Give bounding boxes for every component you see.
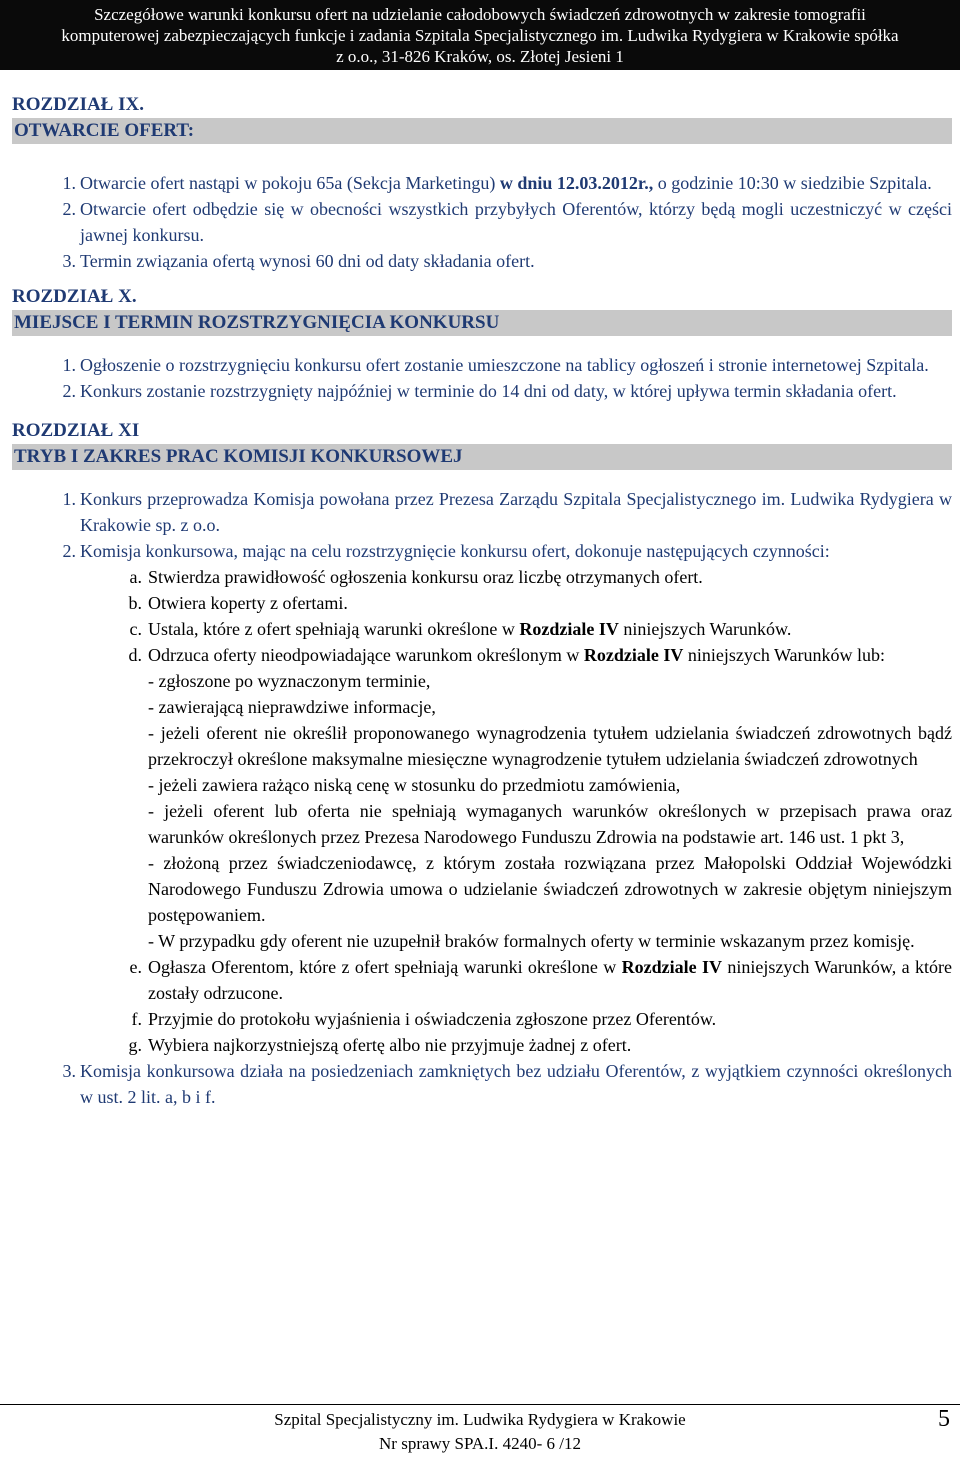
footer-case-number: Nr sprawy SPA.I. 4240- 6 /12 bbox=[379, 1434, 581, 1453]
chapter-10-item-1 bbox=[12, 352, 952, 378]
chapter-9-item-2 bbox=[12, 196, 952, 248]
sub-text-part: niniejszych Warunków. bbox=[618, 619, 792, 639]
chapter-11-label: ROZDZIAŁ XI bbox=[12, 420, 140, 441]
chapter-9-item-3 bbox=[12, 248, 952, 274]
chapter-10-item-2 bbox=[12, 378, 952, 404]
sub-item-c bbox=[12, 616, 952, 642]
chapter-10 bbox=[12, 284, 952, 404]
sub-text-part: niniejszych Warunków, a które zostały odrzucone. bbox=[148, 957, 952, 1003]
header-line-1: Szczegółowe warunki konkursu ofert na udzielanie całodobowych świadczeń zdrowotnych w zakresie tomografii bbox=[94, 5, 866, 24]
chapter-11 bbox=[12, 418, 952, 470]
sub-text-part: Ustala, które z ofert spełniają warunki określone w bbox=[148, 619, 520, 639]
chapter-10-title: MIEJSCE I TERMIN ROZSTRZYGNIĘCIA KONKURSU bbox=[12, 310, 952, 336]
sub-letter: g. bbox=[128, 1035, 142, 1055]
item-number: 3. bbox=[62, 251, 76, 271]
chapter-11-item-1 bbox=[12, 486, 952, 538]
item-number: 2. bbox=[62, 381, 76, 401]
sub-letter: f. bbox=[131, 1009, 142, 1029]
chapter-11-item-3 bbox=[12, 1058, 952, 1110]
sub-item-a bbox=[12, 564, 952, 590]
footer-hospital-name: Szpital Specjalistyczny im. Ludwika Rydygiera w Krakowie bbox=[274, 1410, 686, 1429]
item-text-part: Otwarcie ofert nastąpi w pokoju 65a (Sekcja Marketingu) bbox=[80, 173, 500, 193]
item-text: Komisja konkursowa działa na posiedzeniach zamkniętych bez udziału Oferentów, z wyjątkiem czynności określonych w ust. 2 lit. a, b i f. bbox=[80, 1061, 952, 1107]
dash-item: - jeżeli oferent lub oferta nie spełniają wymaganych warunków określonych w przepisach prawa oraz warunków określonych przez Prezesa Narodowego Funduszu Zdrowia na podstawie art. 146 ust. 1 pkt 3, bbox=[148, 801, 952, 847]
sub-item-d bbox=[12, 642, 952, 668]
sub-text bbox=[148, 642, 952, 668]
chapter-9 bbox=[12, 92, 952, 274]
page-number: 5 bbox=[938, 1406, 950, 1432]
dash-item: - zgłoszone po wyznaczonym terminie, bbox=[148, 671, 431, 691]
header-line-3: z o.o., 31-826 Kraków, os. Złotej Jesieni 1 bbox=[336, 47, 624, 66]
dash-item: - W przypadku gdy oferent nie uzupełnił braków formalnych oferty w terminie wskazanym przez komisję. bbox=[148, 931, 915, 951]
sub-text-part: Odrzuca oferty nieodpowiadające warunkom określonym w bbox=[148, 645, 584, 665]
sub-letter: e. bbox=[129, 957, 142, 977]
sub-text-part: niniejszych Warunków lub: bbox=[683, 645, 886, 665]
dash-item: - jeżeli oferent nie określił proponowanego wynagrodzenia tytułem udzielania świadczeń zdrowotnych bądź przekroczył określone maksymalne miesięczne wynagrodzenie tytułem udzielania świadczeń zdrowotnych bbox=[148, 723, 952, 769]
sub-text: Otwiera koperty z ofertami. bbox=[148, 593, 348, 613]
document-footer bbox=[0, 1404, 960, 1459]
chapter-9-label: ROZDZIAŁ IX. bbox=[12, 94, 144, 115]
document-header bbox=[0, 0, 960, 70]
item-text: Ogłoszenie o rozstrzygnięciu konkursu ofert zostanie umieszczone na tablicy ogłoszeń i stronie internetowej Szpitala. bbox=[80, 355, 929, 375]
sub-item-b bbox=[12, 590, 952, 616]
item-text: Konkurs zostanie rozstrzygnięty najpóźniej w terminie do 14 dni od daty, w której upływa termin składania ofert. bbox=[80, 381, 897, 401]
sub-letter: d. bbox=[128, 645, 142, 665]
sub-letter: c. bbox=[129, 619, 142, 639]
item-text: Konkurs przeprowadza Komisja powołana przez Prezesa Zarządu Szpitala Specjalistycznego im. Ludwika Rydygiera w Krakowie sp. z o.o. bbox=[80, 489, 952, 535]
chapter-reference: Rozdziale IV bbox=[519, 619, 619, 639]
item-date-bold: w dniu 12.03.2012r., bbox=[499, 173, 654, 193]
sub-text-part: Ogłasza Oferentom, które z ofert spełniają warunki określone w bbox=[148, 957, 622, 977]
item-text-part: o godzinie 10:30 w siedzibie Szpitala. bbox=[653, 173, 932, 193]
item-number: 3. bbox=[62, 1061, 76, 1081]
item-text: Termin związania ofertą wynosi 60 dni od daty składania ofert. bbox=[80, 251, 535, 271]
sub-letter: a. bbox=[129, 567, 142, 587]
item-text: Otwarcie ofert odbędzie się w obecności wszystkich przybyłych Oferentów, którzy będą mogli uczestniczyć w części jawnej konkursu. bbox=[80, 199, 952, 245]
chapter-10-label: ROZDZIAŁ X. bbox=[12, 286, 137, 307]
item-number: 1. bbox=[62, 355, 76, 375]
header-line-2: komputerowej zabezpieczających funkcje i zadania Szpitala Specjalistycznego im. Ludwika Rydygiera w Krakowie spółka bbox=[61, 26, 899, 45]
chapter-reference: Rozdziale IV bbox=[621, 957, 723, 977]
item-text: Komisja konkursowa, mając na celu rozstrzygnięcie konkursu ofert, dokonuje następujących czynności: bbox=[80, 541, 830, 561]
sub-text bbox=[148, 954, 952, 1006]
chapter-11-item-2 bbox=[12, 538, 952, 564]
item-number: 1. bbox=[62, 173, 76, 193]
document-body bbox=[12, 92, 952, 1110]
sub-letter: b. bbox=[128, 593, 142, 613]
item-number: 2. bbox=[62, 541, 76, 561]
sub-item-f bbox=[12, 1006, 952, 1032]
chapter-9-item-1 bbox=[12, 170, 952, 196]
sub-item-e bbox=[12, 954, 952, 1006]
sub-text: Stwierdza prawidłowość ogłoszenia konkursu oraz liczbę otrzymanych ofert. bbox=[148, 567, 703, 587]
item-text bbox=[80, 170, 952, 196]
chapter-reference: Rozdziale IV bbox=[583, 645, 684, 665]
chapter-9-title: OTWARCIE OFERT: bbox=[12, 118, 952, 144]
sub-text: Wybiera najkorzystniejszą ofertę albo nie przyjmuje żadnej z ofert. bbox=[148, 1035, 632, 1055]
dash-item: - złożoną przez świadczeniodawcę, z którym została rozwiązana przez Małopolski Oddział Wojewódzki Narodowego Funduszu Zdrowia umowa o udzielanie świadczeń zdrowotnych w zakresie objętym niniejszym postępowaniem. bbox=[148, 853, 952, 925]
item-number: 1. bbox=[62, 489, 76, 509]
dash-item: - jeżeli zawiera rażąco niską cenę w stosunku do przedmiotu zamówienia, bbox=[148, 775, 681, 795]
sub-text: Przyjmie do protokołu wyjaśnienia i oświadczenia zgłoszone przez Oferentów. bbox=[148, 1009, 717, 1029]
sub-item-g bbox=[12, 1032, 952, 1058]
sub-text bbox=[148, 616, 952, 642]
chapter-11-title: TRYB I ZAKRES PRAC KOMISJI KONKURSOWEJ bbox=[12, 444, 952, 470]
item-number: 2. bbox=[62, 199, 76, 219]
dash-item: - zawierającą nieprawdziwe informacje, bbox=[148, 697, 436, 717]
